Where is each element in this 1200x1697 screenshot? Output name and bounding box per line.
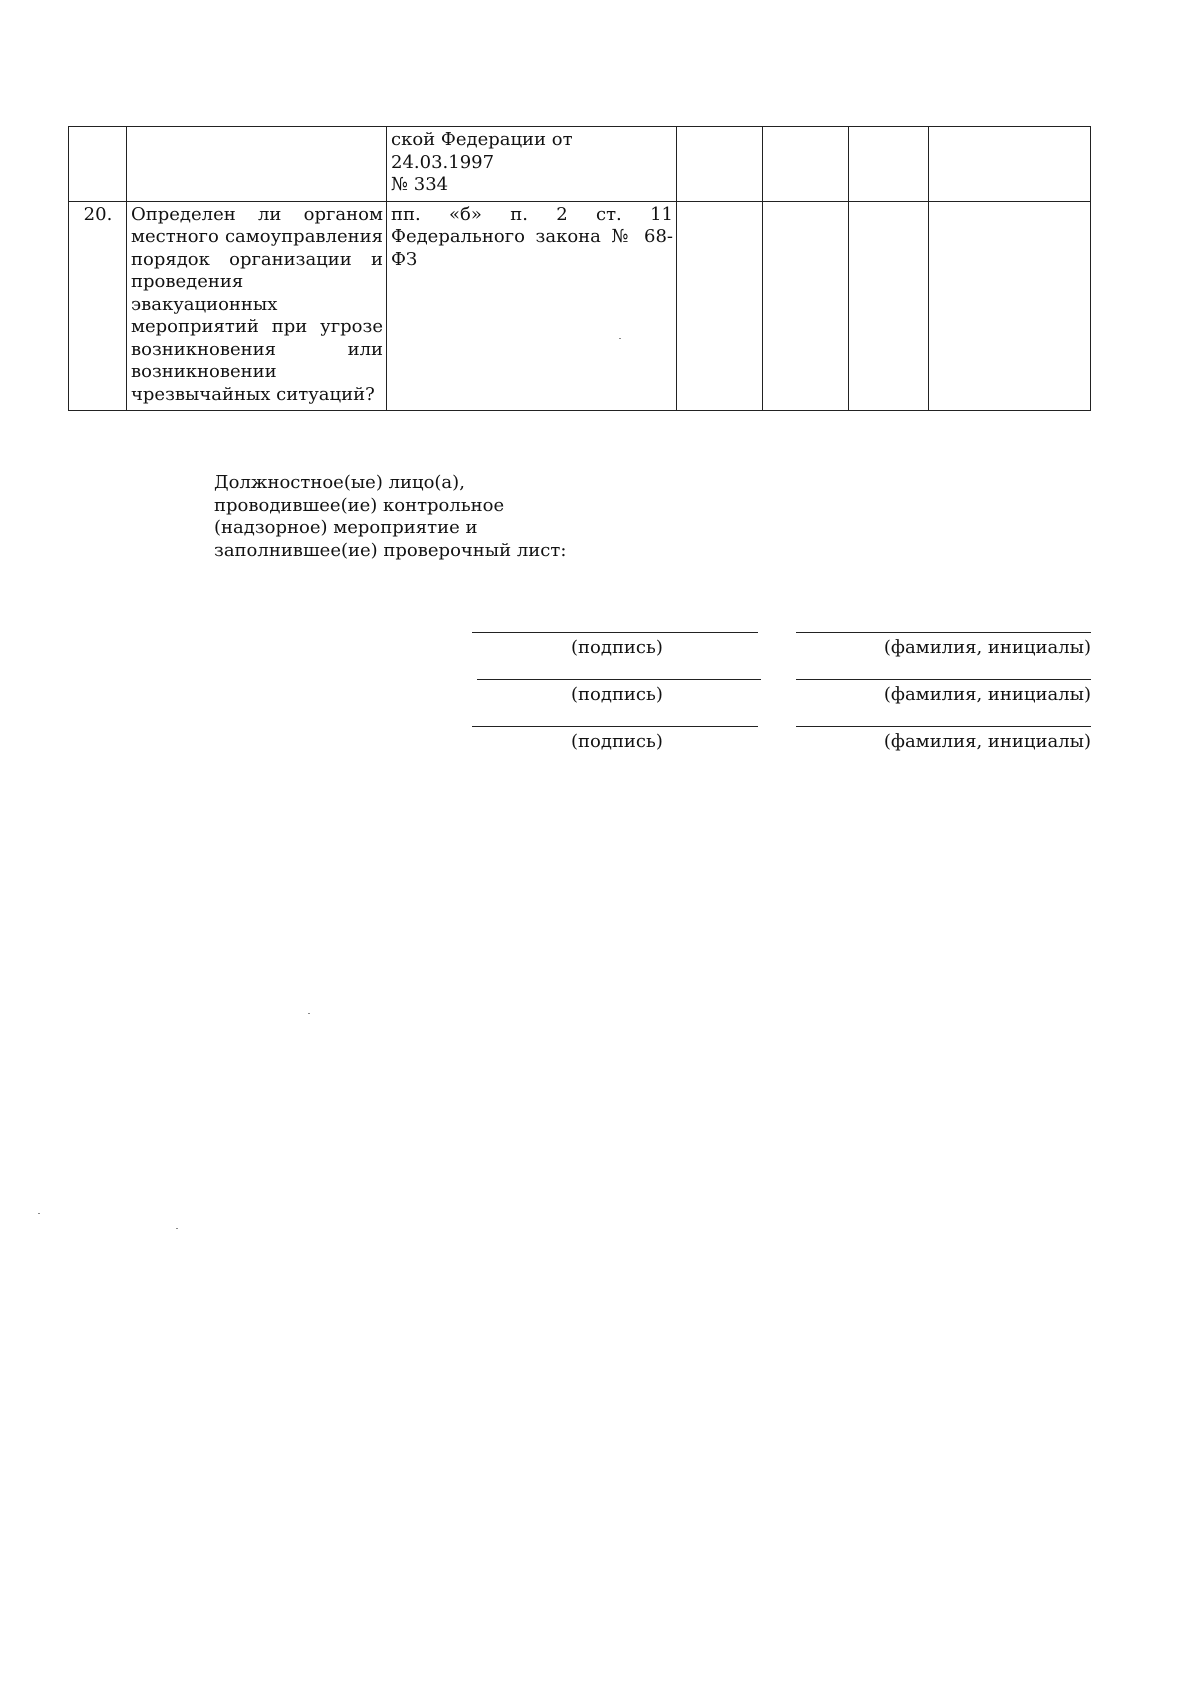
answer-cell[interactable] <box>929 127 1091 202</box>
name-line[interactable] <box>796 726 1091 727</box>
scan-speck <box>176 1228 178 1229</box>
reference-line: № 334 <box>391 174 449 195</box>
reference-cell: пп. «б» п. 2 ст. 11 Федерального закона № 68-ФЗ <box>387 201 677 411</box>
row-number-cell: 20. <box>69 201 127 411</box>
answer-cell[interactable] <box>849 127 929 202</box>
scan-speck <box>38 1213 40 1214</box>
signature-line[interactable] <box>472 726 758 727</box>
answer-cell[interactable] <box>849 201 929 411</box>
officials-line: заполнившее(ие) проверочный лист: <box>214 539 567 561</box>
answer-cell[interactable] <box>763 201 849 411</box>
table-row <box>69 201 1091 411</box>
signature-line[interactable] <box>472 632 758 633</box>
name-caption: (фамилия, инициалы) <box>883 731 1091 752</box>
answer-cell[interactable] <box>929 201 1091 411</box>
name-line[interactable] <box>796 679 1091 680</box>
scan-speck <box>619 338 621 339</box>
name-caption: (фамилия, инициалы) <box>883 637 1091 658</box>
signature-caption: (подпись) <box>571 731 663 752</box>
scan-speck <box>308 1013 310 1014</box>
officials-line: Должностное(ые) лицо(а), <box>214 472 465 493</box>
row-number-cell <box>69 127 127 202</box>
question-cell <box>127 127 387 202</box>
signature-caption: (подпись) <box>571 684 663 705</box>
name-caption: (фамилия, инициалы) <box>883 684 1091 705</box>
answer-cell[interactable] <box>677 201 763 411</box>
officials-line: (надзорное) мероприятие и <box>214 517 478 538</box>
reference-cell <box>387 127 677 202</box>
signature-line[interactable] <box>477 679 761 680</box>
answer-cell[interactable] <box>677 127 763 202</box>
reference-line: ской Федерации от 24.03.1997 <box>391 129 573 173</box>
officials-line: проводившее(ие) контрольное <box>214 494 505 516</box>
officials-caption <box>214 472 566 562</box>
answer-cell[interactable] <box>763 127 849 202</box>
table-row <box>69 127 1091 202</box>
question-cell: Определен ли органом местного самоуправления порядок организации и проведения эвакуационных мероприятий при угрозе возникновения или возникновении чрезвычайных ситуаций? <box>127 201 387 411</box>
signature-caption: (подпись) <box>571 637 663 658</box>
name-line[interactable] <box>796 632 1091 633</box>
checklist-table <box>68 126 1091 411</box>
